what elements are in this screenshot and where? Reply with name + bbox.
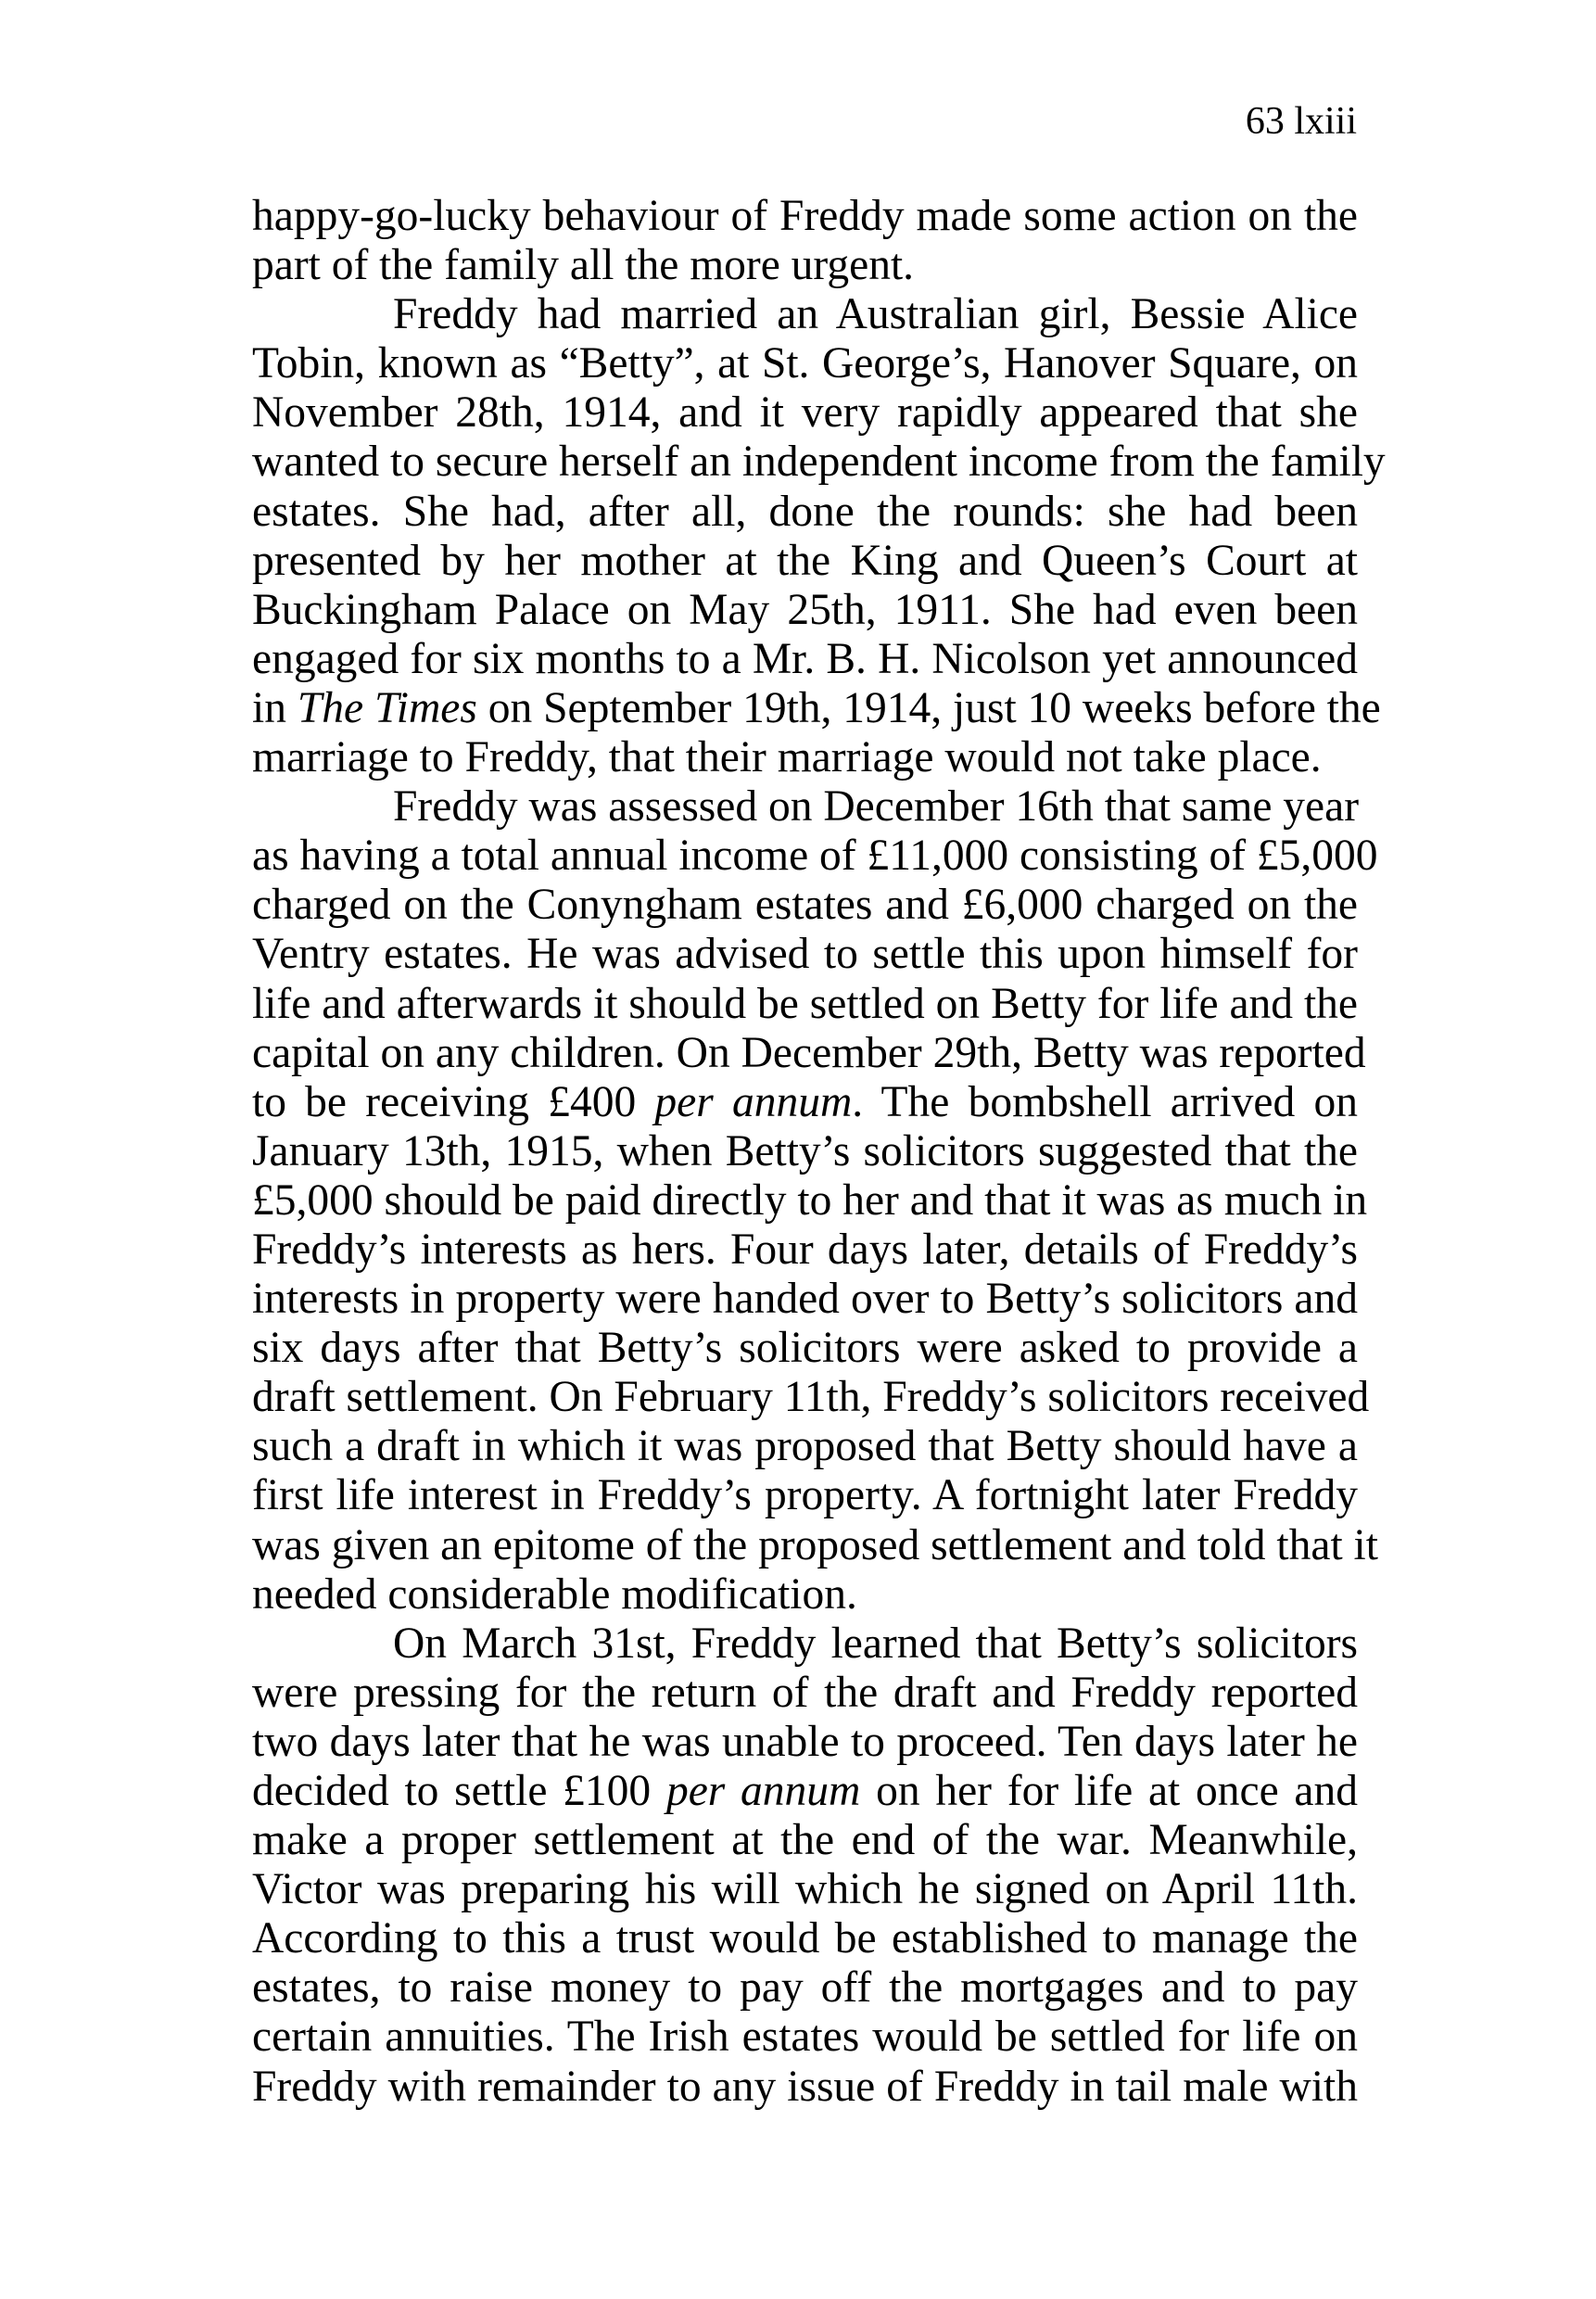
text-line	[252, 733, 1358, 782]
text-run: Freddy’s interests as hers. Four days later, details of Freddy’s	[252, 1225, 1358, 1274]
text-run: Tobin, known as “Betty”, at St. George’s, Hanover Square, on	[252, 339, 1358, 388]
text-run: in	[252, 683, 298, 732]
text-run: According to this a trust would be established to manage the	[252, 1914, 1358, 1963]
text-run: marriage to Freddy, that their marriage would not take place.	[252, 733, 1322, 782]
text-run: engaged for six months to a Mr. B. H. Nicolson yet announced	[252, 634, 1358, 683]
text-run: was given an epitome of the proposed settlement and told that it	[252, 1520, 1378, 1569]
text-run: £5,000 should be paid directly to her and that it was as much in	[252, 1175, 1368, 1225]
text-line	[252, 488, 1358, 537]
text-line	[252, 1226, 1358, 1275]
text-line	[252, 1471, 1358, 1520]
page-number: 63 lxiii	[1245, 100, 1357, 143]
text-run: estates. She had, after all, done the rounds: she had been	[252, 487, 1358, 536]
text-run: capital on any children. On December 29th, Betty was reported	[252, 1028, 1366, 1077]
text-run: On March 31st, Freddy learned that Betty’s solicitors	[393, 1619, 1358, 1668]
paragraph	[252, 290, 1386, 782]
text-line	[252, 537, 1358, 586]
text-run: as having a total annual income of £11,000 consisting of £5,000	[252, 832, 1378, 881]
text-line	[252, 1718, 1358, 1767]
text-line	[252, 1767, 1358, 1816]
text-line	[252, 635, 1358, 684]
text-line	[252, 290, 1358, 339]
text-run: interests in property were handed over to Betty’s solicitors and	[252, 1275, 1358, 1324]
text-line	[252, 1963, 1358, 2013]
text-run: needed considerable modification.	[252, 1569, 857, 1619]
text-run: two days later that he was unable to proceed. Ten days later he	[252, 1717, 1358, 1766]
italic-text: per annum	[654, 1077, 853, 1126]
text-run: Freddy with remainder to any issue of Freddy in tail male with	[252, 2062, 1358, 2111]
text-run: to be receiving £400	[252, 1077, 655, 1126]
text-run: life and afterwards it should be settled on Betty for life and the	[252, 979, 1358, 1028]
text-line	[252, 1078, 1358, 1127]
text-line	[252, 1028, 1366, 1078]
text-line	[252, 241, 1358, 290]
text-line	[252, 1422, 1358, 1471]
text-run: certain annuities. The Irish estates would be settled for life on	[252, 2013, 1358, 2062]
text-line	[252, 1865, 1358, 1914]
text-line	[252, 930, 1358, 979]
text-run: Buckingham Palace on May 25th, 1911. She had even been	[252, 585, 1358, 634]
text-run: wanted to secure herself an independent income from the family	[252, 438, 1386, 487]
text-run: decided to settle £100	[252, 1767, 666, 1815]
text-run: Ventry estates. He was advised to settle this upon himself for	[252, 930, 1358, 979]
text-line	[252, 1175, 1368, 1226]
text-line	[252, 339, 1358, 388]
text-line	[252, 192, 1358, 241]
text-line	[252, 980, 1358, 1029]
text-line	[252, 388, 1358, 438]
text-line	[252, 1373, 1370, 1422]
text-run: charged on the Conyngham estates and £6,000 charged on the	[252, 881, 1358, 930]
text-line	[252, 2013, 1358, 2062]
text-line	[252, 1275, 1358, 1324]
text-run: estates, to raise money to pay off the mortgages and to pay	[252, 1963, 1358, 2013]
text-run: January 13th, 1915, when Betty’s solicitors suggested that the	[252, 1126, 1358, 1175]
text-line	[252, 782, 1358, 832]
text-line	[252, 1669, 1358, 1718]
text-run: Freddy had married an Australian girl, Bessie Alice	[393, 290, 1358, 339]
text-line	[252, 1127, 1358, 1176]
text-line	[252, 586, 1358, 635]
text-run: first life interest in Freddy’s property. A fortnight later Freddy	[252, 1471, 1358, 1520]
italic-text: per annum	[665, 1767, 861, 1815]
text-line	[252, 1619, 1358, 1669]
text-line	[252, 683, 1381, 733]
text-run: happy-go-lucky behaviour of Freddy made some action on the	[252, 192, 1358, 240]
text-line	[252, 832, 1378, 881]
paragraph	[252, 1619, 1358, 2112]
text-run: on September 19th, 1914, just 10 weeks before the	[476, 683, 1381, 732]
text-line	[252, 438, 1386, 487]
text-run: draft settlement. On February 11th, Freddy’s solicitors received	[252, 1373, 1370, 1422]
text-run: make a proper settlement at the end of the war. Meanwhile,	[252, 1816, 1358, 1865]
text-run: part of the family all the more urgent.	[252, 241, 915, 290]
text-line	[252, 1816, 1358, 1865]
text-line	[252, 881, 1358, 930]
text-line	[252, 2063, 1358, 2112]
text-run: November 28th, 1914, and it very rapidly appeared that she	[252, 388, 1358, 438]
text-line	[252, 1914, 1358, 1963]
text-run: Freddy was assessed on December 16th that same year	[393, 782, 1360, 832]
text-run: presented by her mother at the King and Queen’s Court at	[252, 536, 1358, 585]
text-run: on her for life at once and	[860, 1767, 1359, 1815]
text-run: such a draft in which it was proposed that Betty should have a	[252, 1422, 1358, 1471]
text-line	[252, 1324, 1358, 1373]
text-run: Victor was preparing his will which he signed on April 11th.	[252, 1865, 1358, 1914]
italic-text: The Times	[297, 683, 477, 732]
text-line	[252, 1570, 1358, 1619]
text-run: six days after that Betty’s solicitors were asked to provide a	[252, 1324, 1358, 1373]
text-run: were pressing for the return of the draft and Freddy reported	[252, 1668, 1358, 1717]
paragraph	[252, 782, 1378, 1619]
text-line	[252, 1520, 1378, 1570]
paragraph	[252, 192, 1358, 290]
text-run: . The bombshell arrived on	[852, 1077, 1358, 1126]
body-text	[252, 192, 1386, 2112]
